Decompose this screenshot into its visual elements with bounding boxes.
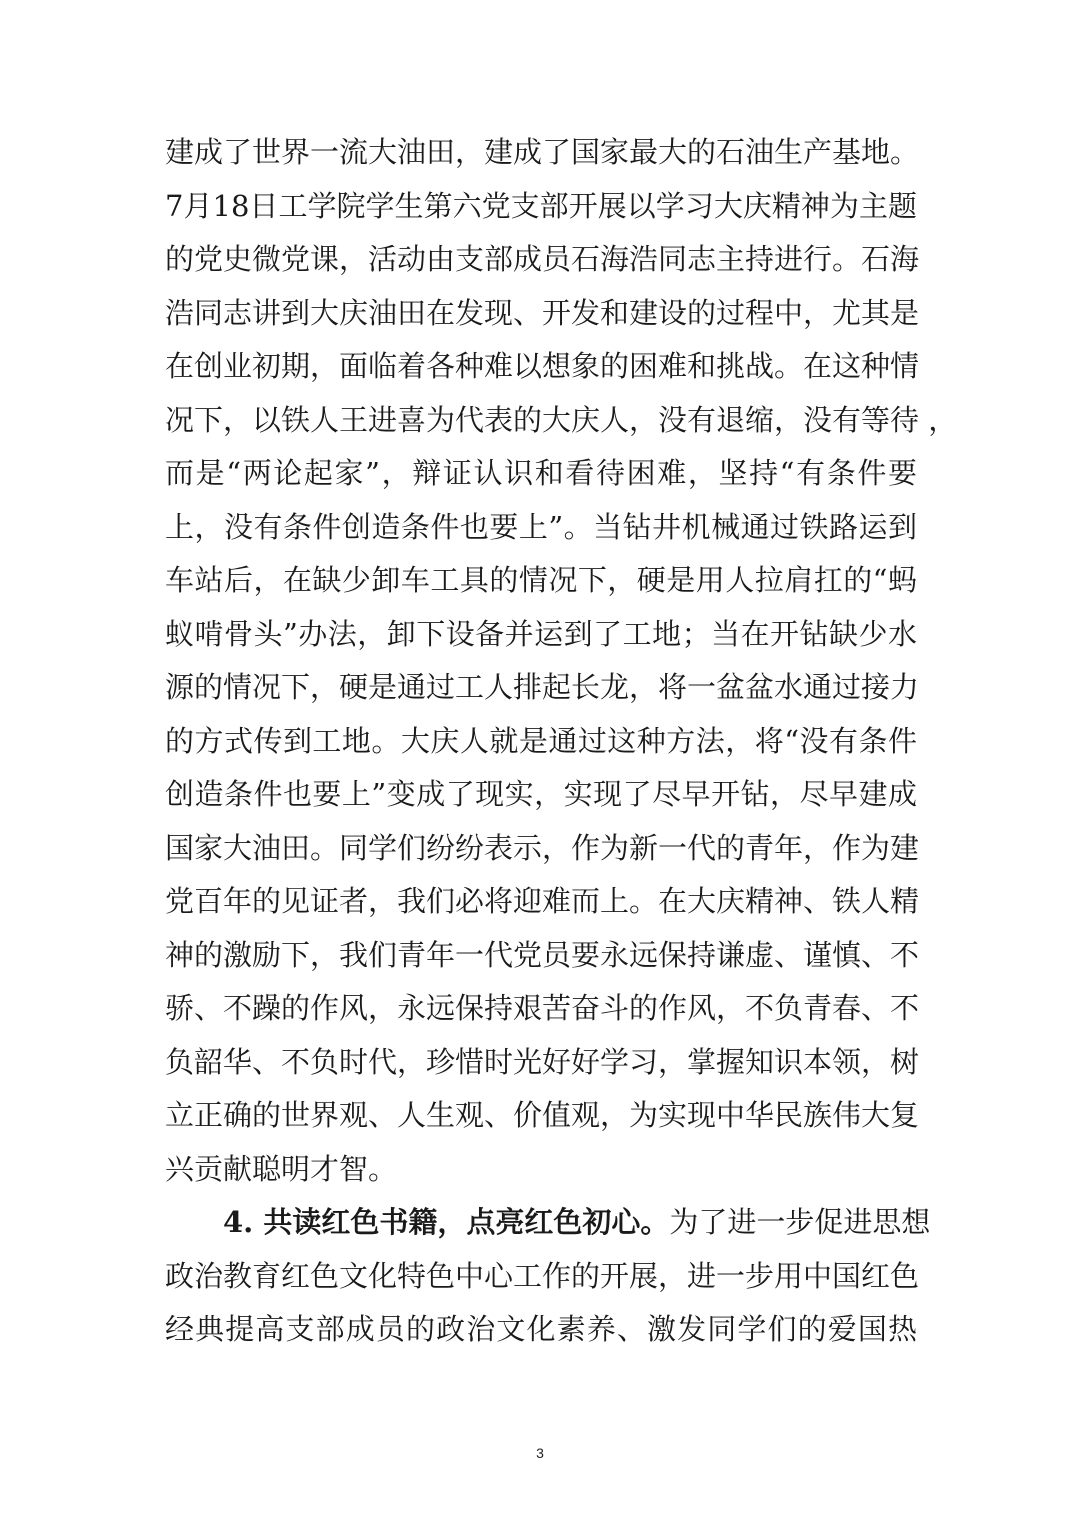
paragraph-line: 在创业初期，面临着各种难以想象的困难和挑战。在这种情 — [165, 349, 920, 383]
paragraph-line: 况下，以铁人王进喜为代表的大庆人，没有退缩，没有等待 ， — [165, 402, 958, 437]
paragraph-line: 国家大油田。同学们纷纷表示，作为新一代的青年，作为建 — [165, 830, 920, 865]
paragraph-line: 的党史微党课，活动由支部成员石海浩同志主持进行。石海 — [165, 242, 920, 276]
body-text — [165, 126, 958, 1357]
paragraph-line: 上，没有条件创造条件也要上”。当钻井机械通过铁路运到 — [165, 509, 917, 544]
paragraph-line: 浩同志讲到大庆油田在发现、开发和建设的过程中，尤其是 — [165, 295, 920, 330]
paragraph-line: 7月18日工学院学生第六党支部开展以学习大庆精神为主题 — [165, 188, 917, 223]
paragraph-line: 的方式传到工地。大庆人就是通过这种方法，将“没有条件 — [165, 723, 917, 758]
paragraph-line: 负韶华、不负时代，珍惜时光好好学习，掌握知识本领，树 — [165, 1044, 920, 1079]
section-4-intro: 为了进一步促进思想 — [669, 1205, 931, 1239]
paragraph-line: 源的情况下，硬是通过工人排起长龙，将一盆盆水通过接力 — [165, 670, 920, 704]
paragraph-line: 兴贡献聪明才智。 — [165, 1151, 398, 1186]
paragraph-line: 经典提高支部成员的政治文化素养、激发同学们的爱国热 — [165, 1312, 917, 1346]
paragraph-line: 骄、不躁的作风，永远保持艰苦奋斗的作风，不负青春、不 — [165, 991, 920, 1025]
paragraph-line: 党百年的见证者，我们必将迎难而上。在大庆精神、铁人精 — [165, 884, 920, 918]
paragraph-line: 创造条件也要上”变成了现实，实现了尽早开钻，尽早建成 — [165, 777, 917, 811]
paragraph-line: 而是“两论起家”，辩证认识和看待困难，坚持“有条件要 — [165, 456, 917, 490]
page-number: 3 — [536, 1445, 544, 1461]
section-4-first-line — [165, 1196, 931, 1250]
paragraph-line: 蚁啃骨头”办法，卸下设备并运到了工地；当在开钻缺少水 — [165, 616, 917, 651]
paragraph-line: 神的激励下，我们青年一代党员要永远保持谦虚、谨慎、不 — [165, 937, 920, 972]
paragraph-line: 建成了世界一流大油田，建成了国家最大的石油生产基地。 — [165, 135, 920, 169]
paragraph-line: 政治教育红色文化特色中心工作的开展，进一步用中国红色 — [165, 1258, 920, 1293]
paragraph-line: 车站后，在缺少卸车工具的情况下，硬是用人拉肩扛的“蚂 — [165, 563, 917, 597]
section-4-heading: 4. 共读红色书籍，点亮红色初心。 — [223, 1205, 670, 1239]
paragraph-line: 立正确的世界观、人生观、价值观，为实现中华民族伟大复 — [165, 1098, 920, 1132]
